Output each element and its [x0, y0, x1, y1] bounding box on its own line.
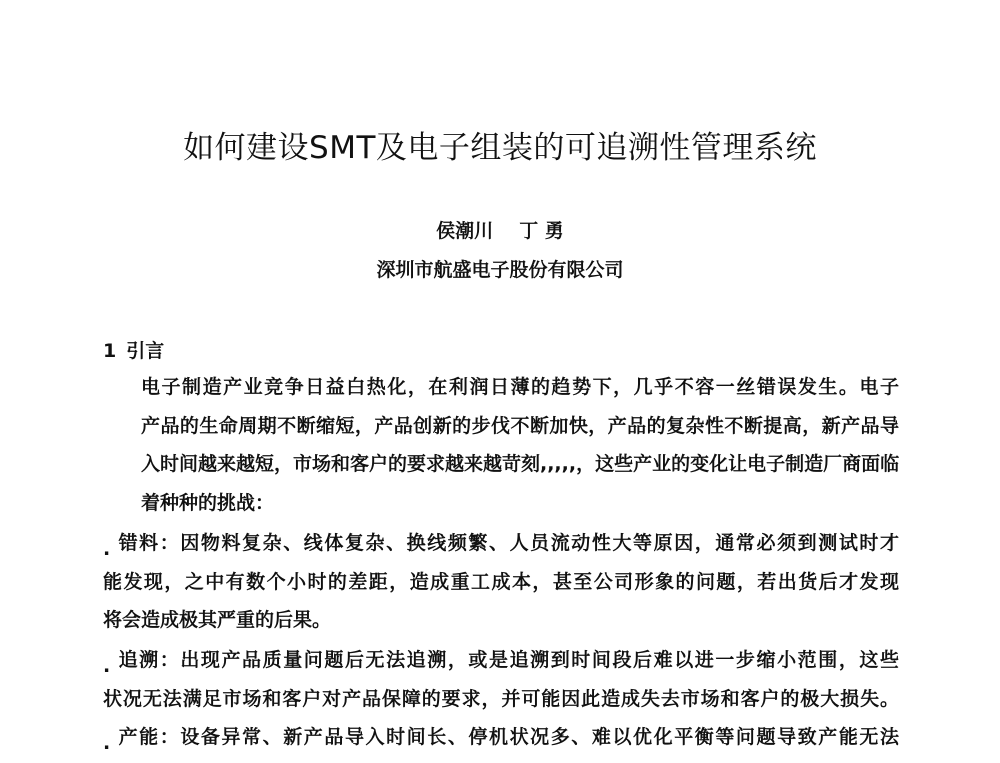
author-name: 侯潮川 — [436, 220, 494, 242]
section-title: 引言 — [126, 340, 165, 362]
paragraph-line — [103, 718, 899, 757]
bullet-mark: . — [103, 655, 111, 677]
challenge-item-capacity — [103, 718, 899, 757]
section-number: 1 — [103, 340, 117, 362]
intro-paragraph — [103, 368, 899, 522]
paragraph-line: 入时间越来越短，市场和客户的要求越来越苛刻,,,,,，这些产业的变化让电子制造厂商面临 — [141, 453, 900, 476]
author-name: 丁 勇 — [519, 220, 564, 242]
paragraph-line: 将会造成极其严重的后果。 — [103, 609, 332, 632]
bullet-mark: . — [103, 732, 111, 754]
paragraph-line: 能发现，之中有数个小时的差距，造成重工成本，甚至公司形象的问题，若出货后才发现 — [103, 570, 899, 593]
paragraph-line: 产品的生命周期不断缩短，产品创新的步伐不断加快，产品的复杂性不断提高，新产品导 — [141, 414, 899, 437]
paragraph-line: 电子制造产业竞争日益白热化，在利润日薄的趋势下，几乎不容一丝错误发生。电子 — [141, 376, 899, 398]
author-list — [0, 218, 1000, 244]
line-text: 追溯：出现产品质量问题后无法追溯，或是追溯到时间段后难以进一步缩小范围，这些 — [117, 649, 899, 671]
paragraph-line: 状况无法满足市场和客户对产品保障的要求，并可能因此造成失去市场和客户的极大损失。 — [103, 687, 899, 710]
paragraph-line — [103, 641, 899, 680]
bullet-mark: . — [103, 538, 111, 560]
paper-title: 如何建设SMT及电子组装的可追溯性管理系统 — [183, 130, 817, 166]
paragraph-line — [103, 524, 899, 563]
paragraph-line: 着种种的挑战： — [141, 491, 275, 514]
challenge-item-mislabeled-material — [103, 524, 899, 640]
section-heading — [103, 338, 164, 364]
challenge-item-traceability — [103, 641, 899, 718]
line-text: 错料：因物料复杂、线体复杂、换线频繁、人员流动性大等原因，通常必须到测试时才 — [117, 532, 899, 554]
line-text: 产能：设备异常、新产品导入时间长、停机状况多、难以优化平衡等问题导致产能无法 — [117, 726, 899, 748]
author-affiliation: 深圳市航盛电子股份有限公司 — [376, 259, 624, 281]
